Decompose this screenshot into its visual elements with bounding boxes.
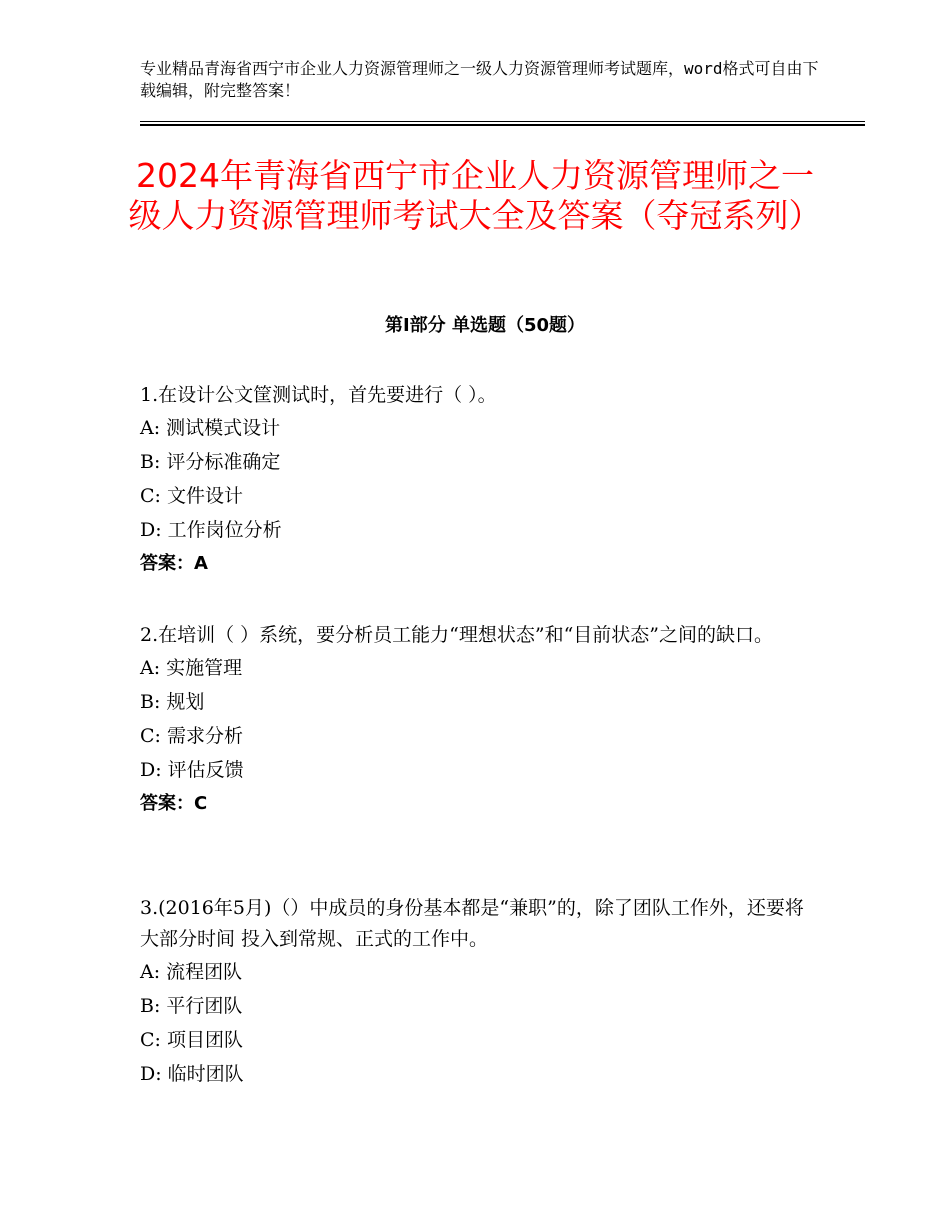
question-3: [140, 893, 820, 1091]
answer-label: 答案：A: [140, 553, 208, 574]
option-c: C: 项目团队: [140, 1029, 243, 1051]
question-stem: 2.在培训（ ）系统，要分析员工能力“理想状态”和“目前状态”之间的缺口。: [140, 624, 774, 646]
option-d: D: 评估反馈: [140, 759, 244, 781]
answer-label: 答案：C: [140, 793, 208, 814]
section-title: 第Ⅰ部分 单选题（50题）: [384, 315, 585, 336]
question-stem: 1.在设计公文筐测试时，首先要进行（ ）。: [140, 384, 497, 406]
option-d: D: 临时团队: [140, 1063, 244, 1085]
option-c: C: 需求分析: [140, 725, 243, 747]
question-1: [140, 380, 820, 581]
option-d: D: 工作岗位分析: [140, 519, 282, 541]
header-note: 专业精品青海省西宁市企业人力资源管理师之一级人力资源管理师考试题库，word格式可自由下载编辑，附完整答案！: [140, 59, 819, 100]
option-a: A: 测试模式设计: [140, 417, 281, 439]
option-a: A: 流程团队: [140, 961, 243, 983]
document-title: 2024年青海省西宁市企业人力资源管理师之一级人力资源管理师考试大全及答案（夺冠系列）: [128, 156, 822, 235]
option-b: B: 规划: [140, 691, 205, 713]
question-2: [140, 620, 820, 821]
option-b: B: 评分标准确定: [140, 451, 281, 473]
question-stem: 3.(2016年5月)（）中成员的身份基本都是“兼职”的，除了团队工作外，还要将大部分时间 投入到常规、正式的工作中。: [140, 897, 804, 950]
option-a: A: 实施管理: [140, 657, 243, 679]
option-c: C: 文件设计: [140, 485, 243, 507]
header-divider: [140, 121, 865, 126]
option-b: B: 平行团队: [140, 995, 243, 1017]
